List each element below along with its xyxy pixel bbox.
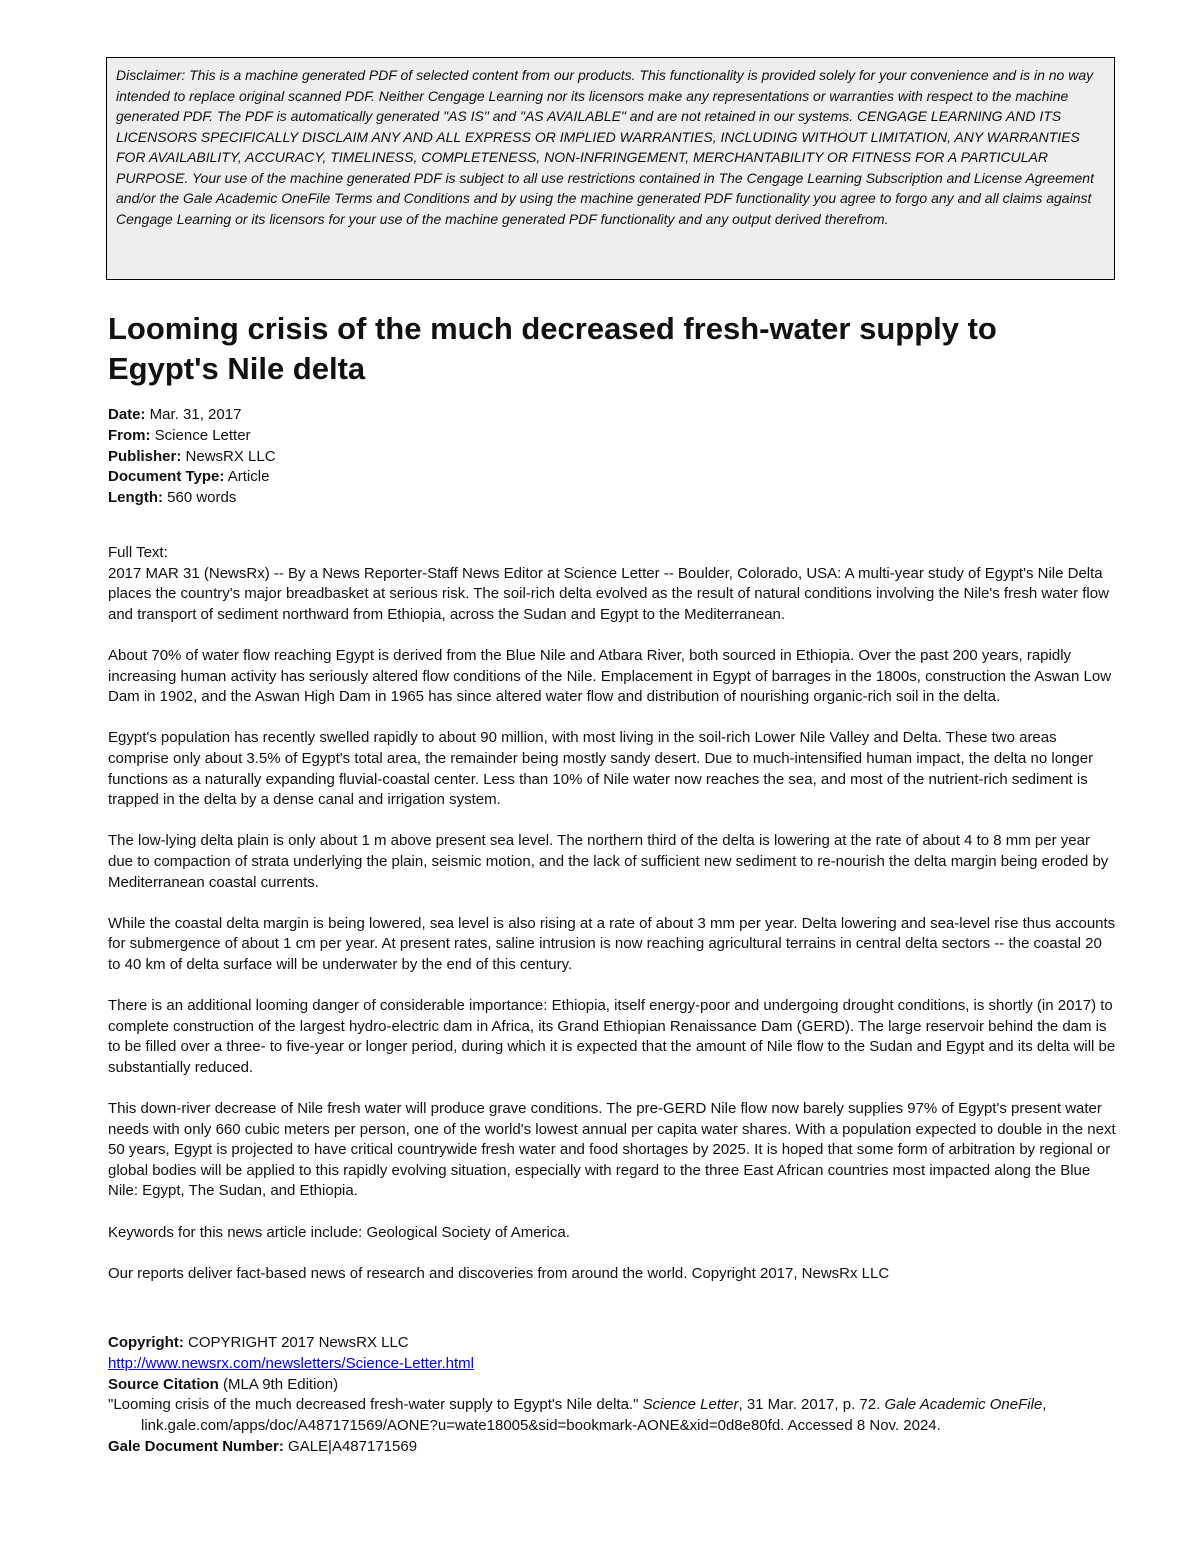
copyright-value: COPYRIGHT 2017 NewsRX LLC — [183, 1334, 409, 1351]
meta-date-label: Date: — [108, 406, 146, 423]
meta-publisher-label: Publisher: — [108, 447, 182, 465]
source-link-line — [108, 1354, 1116, 1375]
paragraph: This down-river decrease of Nile fresh water will produce grave conditions. The pre-GERD Nile flow now barely supplies 97% of Egypt's present water needs with only 660 cubic meters per person, one of the world's lowest annual per capita water shares. With a population expected to double in the next 50 years, Egypt is projected to have critical countrywide fresh water and food shortages by 2025. It is hoped that some form of arbitration by regional or global bodies will be applied to this rapidly evolving situation, especially with regard to the three East African countries most impacted along the Blue Nile: Egypt, The Sudan, and Ethiopia. — [108, 1100, 1116, 1200]
paragraph: Our reports deliver fact-based news of research and discoveries from around the world. Copyright 2017, NewsRx LLC — [108, 1264, 890, 1282]
citation-database: Gale Academic OneFile — [884, 1396, 1043, 1414]
citation-journal: Science Letter — [642, 1396, 739, 1414]
meta-length-value: 560 words — [162, 489, 237, 507]
disclaimer-text: Disclaimer: This is a machine generated PDF of selected content from our products. This functionality is provided solely for your convenience and is in no way intended to replace original scanned PDF. Neither Cengage Learning nor its licensors make any representations or warranties with respect to the machine generated PDF. The PDF is automatically generated "AS IS" and "AS AVAILABLE" and are not retained in our systems. CENGAGE LEARNING AND ITS LICENSORS SPECIFICALLY DISCLAIM ANY AND ALL EXPRESS OR IMPLIED WARRANTIES, INCLUDING WITHOUT LIMITATION, ANY WARRANTIES FOR AVAILABILITY, ACCURACY, TIMELINESS, COMPLETENESS, NON-INFRINGEMENT, MERCHANTABILITY OR FITNESS FOR A PARTICULAR PURPOSE. Your use of the machine generated PDF is subject to all use restrictions contained in The Cengage Learning Subscription and License Agreement and/or the Gale Academic OneFile Terms and Conditions and by using the machine generated PDF functionality you agree to forgo any and all claims against Cengage Learning or its licensors for your use of the machine generated PDF functionality and any output derived therefrom. — [116, 67, 1094, 227]
meta-document-type — [108, 467, 276, 488]
article-metadata — [108, 405, 276, 509]
document-number-line — [108, 1437, 1116, 1458]
citation-text — [108, 1395, 1116, 1437]
meta-document-type-value: Article — [224, 468, 270, 486]
paragraph: Egypt's population has recently swelled rapidly to about 90 million, with most living in the soil-rich Lower Nile Valley and Delta. These two areas comprise only about 3.5% of Egypt's total area, the remainder being mostly sandy desert. Due to much-intensified human impact, the delta no longer functions as a naturally expanding fluvial-coastal center. Less than 10% of Nile water now reaches the sea, and most of the nutrient-rich sediment is trapped in the delta by a dense canal and irrigation system. — [108, 729, 1094, 809]
source-citation-label: Source Citation — [108, 1375, 219, 1393]
copyright-label: Copyright: — [108, 1334, 184, 1351]
meta-publisher — [108, 447, 276, 468]
article-title: Looming crisis of the much decreased fresh-water supply to Egypt's Nile delta — [108, 311, 997, 386]
meta-from-value: Science Letter — [150, 426, 251, 444]
meta-from — [108, 426, 276, 447]
document-number-value: GALE|A487171569 — [283, 1437, 418, 1455]
meta-document-type-label: Document Type: — [108, 468, 225, 486]
paragraph: While the coastal delta margin is being lowered, sea level is also rising at a rate of about 3 mm per year. Delta lowering and sea-level rise thus accounts for submergence of about 1 cm per year. At present rates, saline intrusion is now reaching agricultural terrains in central delta sectors -- the coastal 20 to 40 km of delta surface will be underwater by the end of this century. — [108, 914, 1116, 973]
source-link[interactable]: http://www.newsrx.com/newsletters/Science-Letter.html — [108, 1354, 474, 1372]
paragraph: About 70% of water flow reaching Egypt is derived from the Blue Nile and Atbara River, both sourced in Ethiopia. Over the past 200 years, rapidly increasing human activity has seriously altered flow conditions of the Nile. Emplacement in Egypt of barrages in the 1800s, construction the Aswan Low Dam in 1902, and the Aswan High Dam in 1965 has since altered water flow and distribution of nourishing organic-rich soil in the delta. — [108, 646, 1112, 706]
paragraph: Keywords for this news article include: Geological Society of America. — [108, 1223, 570, 1241]
full-text-label: Full Text: — [108, 544, 168, 561]
paragraph: The low-lying delta plain is only about 1 m above present sea level. The northern third of the delta is lowering at the rate of about 4 to 8 mm per year due to compaction of strata underlying the plain, seismic motion, and the lack of sufficient new sediment to re-nourish the delta margin being eroded by Mediterranean coastal currents. — [108, 832, 1109, 891]
disclaimer-box — [106, 57, 1115, 280]
citation-part: "Looming crisis of the much decreased fresh-water supply to Egypt's Nile delta." — [108, 1396, 643, 1414]
meta-length-label: Length: — [108, 489, 163, 507]
meta-date-value: Mar. 31, 2017 — [145, 406, 242, 423]
document-number-label: Gale Document Number: — [108, 1437, 284, 1455]
citation-part: , 31 Mar. 2017, p. 72. — [738, 1396, 885, 1414]
source-citation-edition: (MLA 9th Edition) — [218, 1375, 339, 1393]
meta-from-label: From: — [108, 426, 151, 444]
meta-date — [108, 405, 276, 426]
paragraph: 2017 MAR 31 (NewsRx) -- By a News Reporter-Staff News Editor at Science Letter -- Boulder, Colorado, USA: A multi-year study of Egypt's Nile Delta places the country's major breadbasket at serious risk. The soil-rich delta evolved as the result of natural conditions involving the Nile's fresh water flow and transport of sediment northward from Ethiopia, across the Sudan and Egypt to the Mediterranean. — [108, 564, 1109, 623]
copyright-line — [108, 1333, 1116, 1354]
meta-publisher-value: NewsRX LLC — [181, 447, 276, 465]
citation-part: , link.gale.com/apps/doc/A487171569/AONE?u=wate18005&sid=bookmark-AONE&xid=0d8e80fd. Accessed 8 Nov. 2024. — [141, 1396, 1047, 1435]
meta-length — [108, 488, 276, 509]
paragraph: There is an additional looming danger of considerable importance: Ethiopia, itself energy-poor and undergoing drought conditions, is shortly (in 2017) to complete construction of the largest hydro-electric dam in Africa, its Grand Ethiopian Renaissance Dam (GERD). The large reservoir behind the dam is to be filled over a three- to five-year or longer period, during which it is expected that the amount of Nile flow to the Sudan and Egypt and its delta will be substantially reduced. — [108, 997, 1116, 1076]
article-footer — [108, 1333, 1116, 1458]
article-full-text — [108, 543, 1116, 1305]
source-citation-line — [108, 1375, 1116, 1396]
